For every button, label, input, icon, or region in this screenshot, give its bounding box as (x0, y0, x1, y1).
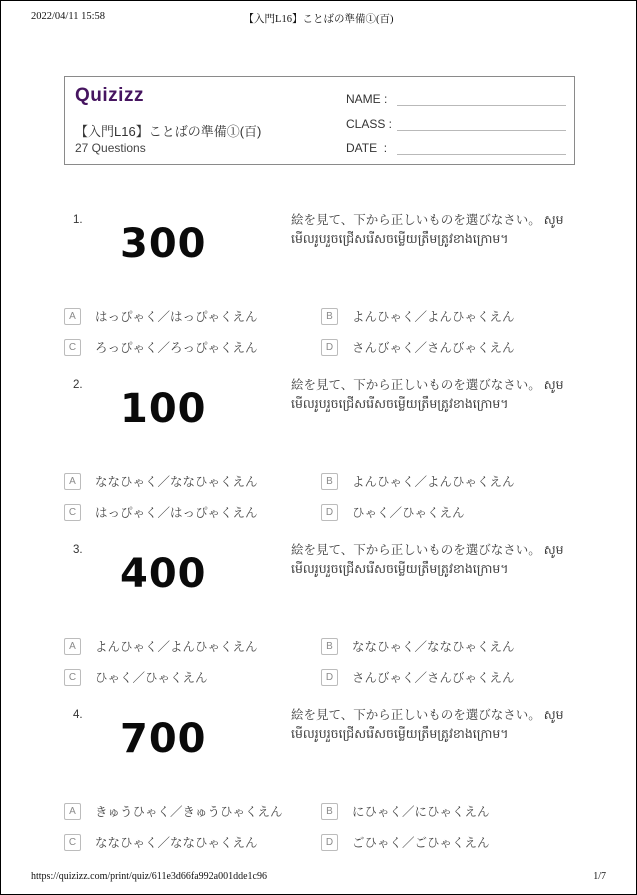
option-letter-box: C (64, 504, 81, 521)
question-instruction (291, 376, 580, 414)
print-timestamp: 2022/04/11 15:58 (31, 11, 105, 22)
option-letter-box: C (64, 669, 81, 686)
question-number: 4. (73, 709, 83, 721)
instruction-japanese: 絵を見て、下から正しいものを選びなさい。 (291, 543, 541, 557)
option-d (321, 668, 578, 686)
option-letter-box: B (321, 638, 338, 655)
question-count: 27 Questions (75, 141, 146, 155)
quiz-title: 【入門L16】ことばの準備①(百) (75, 124, 262, 139)
option-a (64, 472, 321, 490)
quizizz-logo: Quizizz (75, 85, 144, 106)
question-stimulus: 400 (120, 551, 207, 597)
options-row (64, 833, 578, 851)
print-header (1, 11, 636, 25)
quiz-info-box (64, 76, 575, 165)
name-field-blank (397, 92, 566, 106)
option-d (321, 338, 578, 356)
option-letter-box: C (64, 834, 81, 851)
option-letter-box: A (64, 308, 81, 325)
instruction-khmer: សូមមើលរូបរួចជ្រើសរើសចម្លើយត្រឹមត្រូវខាងក្រោម។ (291, 213, 564, 246)
options-row (64, 668, 578, 686)
option-text: はっぴゃく／はっぴゃくえん (95, 310, 258, 324)
options-row (64, 338, 578, 356)
options-row (64, 802, 578, 820)
question-instruction (291, 541, 580, 579)
question-number: 1. (73, 214, 83, 226)
class-field-blank (397, 117, 566, 131)
option-letter-box: A (64, 638, 81, 655)
class-field-row (346, 115, 566, 131)
option-b (321, 307, 578, 325)
option-letter-box: B (321, 473, 338, 490)
instruction-khmer: សូមមើលរូបរួចជ្រើសរើសចម្លើយត្រឹមត្រូវខាងក្រោម។ (291, 708, 564, 741)
option-letter-box: B (321, 803, 338, 820)
option-text: ひゃく／ひゃくえん (352, 506, 465, 520)
question-stimulus: 300 (120, 221, 207, 267)
option-letter-box: B (321, 308, 338, 325)
option-letter-box: D (321, 834, 338, 851)
option-b (321, 472, 578, 490)
option-text: ななひゃく／ななひゃくえん (95, 836, 258, 850)
instruction-japanese: 絵を見て、下から正しいものを選びなさい。 (291, 708, 541, 722)
options (64, 802, 578, 864)
option-a (64, 307, 321, 325)
date-field-label: DATE : (346, 141, 388, 155)
option-letter-box: C (64, 339, 81, 356)
question-stimulus: 700 (120, 716, 207, 762)
option-text: ごひゃく／ごひゃくえん (352, 836, 490, 850)
option-c (64, 338, 321, 356)
date-field-row (346, 139, 566, 155)
print-url: https://quizizz.com/print/quiz/611e3d66fa992a001dde1c96 (31, 871, 267, 882)
question-list (64, 211, 578, 871)
page-indicator: 1/7 (593, 871, 606, 882)
question-stimulus: 100 (120, 386, 207, 432)
option-c (64, 503, 321, 521)
date-field-blank (397, 141, 566, 155)
question-instruction (291, 706, 580, 744)
name-field-row (346, 90, 566, 106)
instruction-khmer: សូមមើលរូបរួចជ្រើសរើសចម្លើយត្រឹមត្រូវខាងក្រោម។ (291, 378, 564, 411)
name-field-label: NAME : (346, 92, 388, 106)
options (64, 472, 578, 534)
option-text: よんひゃく／よんひゃくえん (95, 640, 258, 654)
instruction-japanese: 絵を見て、下から正しいものを選びなさい。 (291, 213, 541, 227)
question-instruction (291, 211, 580, 249)
options-row (64, 637, 578, 655)
option-text: にひゃく／にひゃくえん (352, 805, 490, 819)
option-text: よんひゃく／よんひゃくえん (352, 310, 515, 324)
options (64, 637, 578, 699)
option-letter-box: A (64, 473, 81, 490)
option-a (64, 802, 321, 820)
print-footer (31, 871, 606, 882)
options-row (64, 307, 578, 325)
option-text: ひゃく／ひゃくえん (95, 671, 208, 685)
option-text: きゅうひゃく／きゅうひゃくえん (95, 805, 283, 819)
options-row (64, 472, 578, 490)
option-text: さんびゃく／さんびゃくえん (352, 671, 515, 685)
option-text: よんひゃく／よんひゃくえん (352, 475, 515, 489)
question-4 (64, 706, 578, 871)
options (64, 307, 578, 369)
option-c (64, 833, 321, 851)
instruction-khmer: សូមមើលរូបរួចជ្រើសរើសចម្លើយត្រឹមត្រូវខាងក្រោម។ (291, 543, 564, 576)
option-letter-box: D (321, 339, 338, 356)
question-number: 3. (73, 544, 83, 556)
option-text: ろっぴゃく／ろっぴゃくえん (95, 341, 258, 355)
option-d (321, 503, 578, 521)
question-3 (64, 541, 578, 706)
option-text: さんびゃく／さんびゃくえん (352, 341, 515, 355)
option-letter-box: D (321, 669, 338, 686)
print-document-title: 【入門L16】ことばの準備①(百) (243, 14, 394, 25)
option-c (64, 668, 321, 686)
class-field-label: CLASS : (346, 116, 393, 131)
option-b (321, 637, 578, 655)
option-a (64, 637, 321, 655)
options-row (64, 503, 578, 521)
option-text: ななひゃく／ななひゃくえん (95, 475, 258, 489)
option-letter-box: D (321, 504, 338, 521)
question-2 (64, 376, 578, 541)
student-fields (346, 90, 566, 164)
option-b (321, 802, 578, 820)
option-text: はっぴゃく／はっぴゃくえん (95, 506, 258, 520)
question-1 (64, 211, 578, 376)
option-d (321, 833, 578, 851)
option-text: ななひゃく／ななひゃくえん (352, 640, 515, 654)
question-number: 2. (73, 379, 83, 391)
instruction-japanese: 絵を見て、下から正しいものを選びなさい。 (291, 378, 541, 392)
option-letter-box: A (64, 803, 81, 820)
